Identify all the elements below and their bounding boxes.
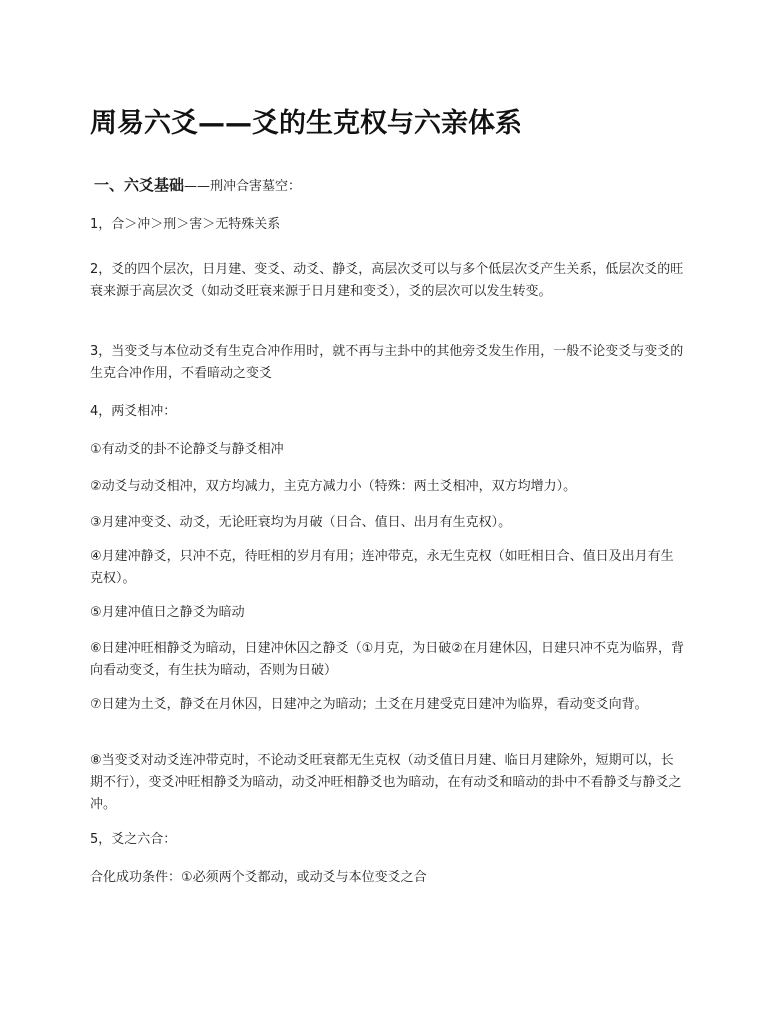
section-heading-rest: ——刑冲合害墓空： bbox=[184, 179, 302, 194]
paragraph-4: 4，两爻相冲： bbox=[90, 404, 177, 419]
list-item-4-2: ②动爻与动爻相冲，双方均减力，主克方减力小（特殊：两土爻相冲，双方均增力）。 bbox=[90, 479, 577, 494]
list-item-5-1: 合化成功条件：①必须两个爻都动，或动爻与本位变爻之合 bbox=[90, 870, 427, 885]
list-item-4-7: ⑦日建为土爻，静爻在月休囚，日建冲之为暗动；土爻在月建受克日建冲为临界，看动变爻向背。 bbox=[90, 697, 648, 712]
list-item-4-3: ③月建冲变爻、动爻，无论旺衰均为月破（日合、值日、出月有生克权）。 bbox=[90, 515, 512, 530]
paragraph-1: 1，合＞冲＞刑＞害＞无特殊关系 bbox=[90, 217, 281, 232]
list-item-4-1: ①有动爻的卦不论静爻与静爻相冲 bbox=[90, 442, 284, 457]
section-heading-bold: 一、六爻基础 bbox=[94, 176, 185, 194]
list-item-4-6: ⑥日建冲旺相静爻为暗动，日建冲休囚之静爻（①月克，为日破②在月建休囚，日建只冲不克为临界，背向看动变爻，有生扶为暗动，否则为日破） bbox=[90, 641, 684, 678]
paragraph-3: 3，当变爻与本位动爻有生克合冲作用时，就不再与主卦中的其他旁爻发生作用，一般不论变爻与变爻的生克合冲作用，不看暗动之变爻 bbox=[90, 344, 684, 381]
section-heading bbox=[94, 174, 690, 198]
paragraph-2: 2，爻的四个层次，日月建、变爻、动爻、静爻，高层次爻可以与多个低层次爻产生关系，低层次爻的旺衰来源于高层次爻（如动爻旺衰来源于日月建和变爻），爻的层次可以发生转变。 bbox=[90, 262, 684, 299]
page-title: 周易六爻——爻的生克权与六亲体系 bbox=[90, 108, 522, 139]
list-item-4-4: ④月建冲静爻，只冲不克，待旺相的岁月有用；连冲带克，永无生克权（如旺相日合、值日及出月有生克权）。 bbox=[90, 549, 674, 586]
paragraph-5: 5，爻之六合： bbox=[90, 832, 177, 847]
list-item-4-8: ⑧当变爻对动爻连冲带克时，不论动爻旺衰都无生克权（动爻值日月建、临日月建除外，短期可以，长期不行），变爻冲旺相静爻为暗动，动爻冲旺相静爻也为暗动，在有动爻和暗动的卦中不看静爻与静爻之冲。 bbox=[90, 753, 682, 812]
list-item-4-5: ⑤月建冲值日之静爻为暗动 bbox=[90, 605, 245, 620]
